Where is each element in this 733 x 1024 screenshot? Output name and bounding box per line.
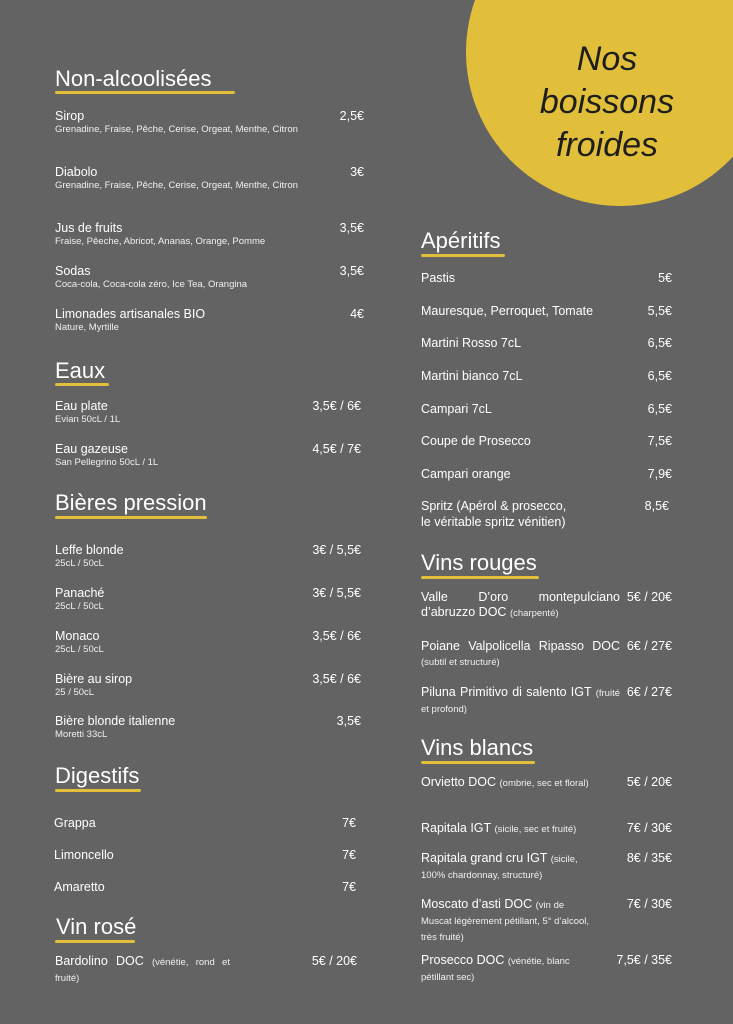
menu-item: [55, 586, 364, 613]
item-note: (vénétie, rond et fruité): [55, 957, 230, 984]
item-note: (fruité et profond): [421, 688, 620, 715]
item-price: 3,5€: [339, 264, 364, 278]
item-price: 7€ / 30€: [626, 821, 672, 835]
item-price: 4€: [350, 307, 364, 321]
item-name: [421, 953, 593, 985]
menu-item: [421, 639, 672, 670]
item-name: [421, 639, 620, 670]
item-name: [421, 590, 620, 621]
item-price: 2,5€: [339, 109, 364, 123]
item-name: Bière au sirop: [55, 672, 133, 686]
item-desc: 25cL / 50cL: [55, 601, 104, 612]
item-name: Sirop: [55, 109, 85, 123]
menu-item: [55, 672, 364, 699]
item-name-text: Rapitala IGT: [421, 821, 491, 835]
item-desc: 25 / 50cL: [55, 687, 95, 698]
item-name: Panaché: [55, 586, 105, 600]
item-price: 5,5€: [647, 304, 672, 318]
menu-item: [421, 685, 672, 717]
item-name: Campari 7cL: [421, 402, 492, 416]
menu-item: [55, 109, 364, 136]
section-heading: Vins blancs: [421, 735, 534, 760]
item-price: 3€ / 5,5€: [312, 586, 361, 600]
item-price: 7€ / 30€: [626, 897, 672, 911]
section-heading: Eaux: [55, 358, 106, 383]
menu-item: [55, 307, 364, 334]
item-name: Grappa: [54, 816, 96, 830]
menu-item: [55, 848, 364, 863]
menu-item: [421, 467, 672, 482]
menu-item: [55, 714, 364, 741]
item-name: Pastis: [421, 271, 456, 285]
item-note: (subtil et structuré): [421, 657, 500, 668]
section-heading: Digestifs: [55, 763, 140, 788]
heading-underline: [55, 789, 141, 792]
item-name: Eau gazeuse: [55, 442, 128, 456]
item-name: Coupe de Prosecco: [421, 434, 531, 448]
menu-item: [421, 336, 672, 351]
item-price: 3€ / 5,5€: [312, 543, 361, 557]
item-name-text: Orvietto DOC: [421, 775, 497, 789]
section-heading: Apéritifs: [421, 228, 501, 253]
menu-item: [421, 499, 672, 530]
title-line: froides: [555, 126, 659, 164]
item-name: Limonades artisanales BIO: [55, 307, 206, 321]
menu-item: [421, 953, 672, 985]
item-price: 6€ / 27€: [626, 639, 672, 653]
menu-item: [55, 399, 364, 426]
item-desc: Grenadine, Fraise, Pêche, Cerise, Orgeat, Menthe, Citron: [55, 180, 298, 191]
menu-item: [421, 402, 672, 417]
item-name: [421, 685, 620, 717]
menu-item: [421, 369, 672, 384]
item-price: 5€: [658, 271, 672, 285]
item-desc: Evian 50cL / 1L: [55, 414, 121, 425]
item-price: 3,5€: [336, 714, 361, 728]
item-name-text: Prosecco DOC: [421, 953, 505, 967]
item-name-text: Moscato d’asti DOC: [421, 897, 533, 911]
item-price: 6,5€: [647, 402, 672, 416]
item-note: (vin de Muscat légèrement pétillant, 5° d’alcool, très fruité): [421, 900, 590, 943]
section-heading: Vin rosé: [56, 914, 137, 939]
item-name-text: Bardolino DOC: [55, 954, 144, 968]
item-price: 3,5€ / 6€: [312, 672, 361, 686]
heading-underline: [421, 761, 535, 764]
item-desc: 25cL / 50cL: [55, 558, 104, 569]
item-name-text: Valle D’oro montepulciano d’abruzzo DOC: [421, 590, 620, 619]
item-name-text: Poiane Valpolicella Ripasso DOC: [421, 639, 620, 653]
item-name: Eau plate: [55, 399, 108, 413]
item-desc: San Pellegrino 50cL / 1L: [55, 457, 159, 468]
item-price: 3€: [350, 165, 364, 179]
item-name-line2: le véritable spritz vénitien): [421, 515, 566, 529]
item-note: (sicile, sec et fruité): [494, 824, 577, 835]
item-price: 3,5€ / 6€: [312, 399, 361, 413]
menu-item: [421, 590, 672, 621]
menu-item: [421, 775, 672, 791]
right-column: [421, 0, 672, 1024]
item-desc: Nature, Myrtille: [55, 322, 119, 333]
item-price: 6€ / 27€: [626, 685, 672, 699]
heading-underline: [421, 254, 505, 257]
heading-underline: [55, 940, 135, 943]
item-note: (sicile, 100% chardonnay, structuré): [421, 854, 578, 881]
item-name: Campari orange: [421, 467, 511, 481]
item-price: 7,5€ / 35€: [616, 953, 672, 967]
menu-item: [421, 897, 672, 945]
menu-item: [421, 821, 672, 837]
item-price: 6,5€: [647, 336, 672, 350]
item-price: 4,5€ / 7€: [312, 442, 361, 456]
item-price: 6,5€: [647, 369, 672, 383]
heading-underline: [55, 91, 235, 94]
item-name-text: Rapitala grand cru IGT: [421, 851, 548, 865]
menu-item: [55, 954, 364, 986]
item-name: Martini bianco 7cL: [421, 369, 523, 383]
item-price: 3,5€: [339, 221, 364, 235]
item-name: [421, 821, 611, 837]
heading-underline: [421, 576, 539, 579]
item-price: 7€: [342, 848, 356, 862]
item-note: (ombrie, sec et floral): [499, 778, 589, 789]
menu-item: [55, 264, 364, 291]
left-column: [55, 0, 364, 1024]
item-name: Diabolo: [55, 165, 98, 179]
item-note: (charpenté): [509, 608, 559, 619]
item-desc: 25cL / 50cL: [55, 644, 104, 655]
menu-item: [421, 304, 672, 319]
item-name: Amaretto: [54, 880, 105, 894]
item-desc: Grenadine, Fraise, Pêche, Cerise, Orgeat, Menthe, Citron: [55, 124, 298, 135]
item-price: 7€: [342, 880, 356, 894]
section-heading: Bières pression: [55, 490, 207, 515]
menu-item: [421, 271, 672, 286]
menu-item: [55, 629, 364, 656]
heading-underline: [55, 516, 207, 519]
item-name: Mauresque, Perroquet, Tomate: [421, 304, 594, 318]
item-note: (vénétie, blanc pétillant sec): [421, 956, 570, 983]
item-price: 8€ / 35€: [626, 851, 672, 865]
item-name-text: Piluna Primitivo di salento IGT: [421, 685, 592, 699]
menu-item: [55, 816, 364, 831]
item-name: Martini Rosso 7cL: [421, 336, 522, 350]
item-price: 3,5€ / 6€: [312, 629, 361, 643]
item-desc: Moretti 33cL: [55, 729, 108, 740]
item-price: 7€: [342, 816, 356, 830]
menu-item: [421, 434, 672, 449]
menu-item: [55, 880, 364, 895]
item-name: Sodas: [55, 264, 91, 278]
item-price: 5€ / 20€: [311, 954, 357, 968]
menu-item: [55, 221, 364, 248]
item-name: Leffe blonde: [55, 543, 124, 557]
item-price: 8,5€: [644, 499, 669, 513]
title-line: boissons: [539, 83, 675, 121]
menu-item: [55, 165, 364, 192]
heading-underline: [55, 383, 109, 386]
item-name: Spritz (Apérol & prosecco,: [421, 499, 567, 513]
item-price: 7,9€: [647, 467, 672, 481]
item-price: 7,5€: [647, 434, 672, 448]
item-name: [55, 954, 230, 986]
item-name: Limoncello: [54, 848, 114, 862]
item-name: [421, 775, 597, 791]
section-heading: Non-alcoolisées: [55, 66, 212, 91]
menu-item: [55, 543, 364, 570]
menu-item: [55, 442, 364, 469]
title-line: Nos: [576, 40, 638, 78]
item-name: Jus de fruits: [55, 221, 123, 235]
item-name: [421, 851, 597, 883]
item-name: Bière blonde italienne: [55, 714, 176, 728]
item-desc: Fraise, Pêeche, Abricot, Ananas, Orange, Pomme: [55, 236, 266, 247]
item-name: Monaco: [55, 629, 100, 643]
section-heading: Vins rouges: [421, 550, 537, 575]
item-price: 5€ / 20€: [626, 590, 672, 604]
item-name: [421, 897, 591, 945]
item-price: 5€ / 20€: [626, 775, 672, 789]
item-desc: Coca-cola, Coca-cola zéro, Ice Tea, Orangina: [55, 279, 248, 290]
menu-item: [421, 851, 672, 883]
